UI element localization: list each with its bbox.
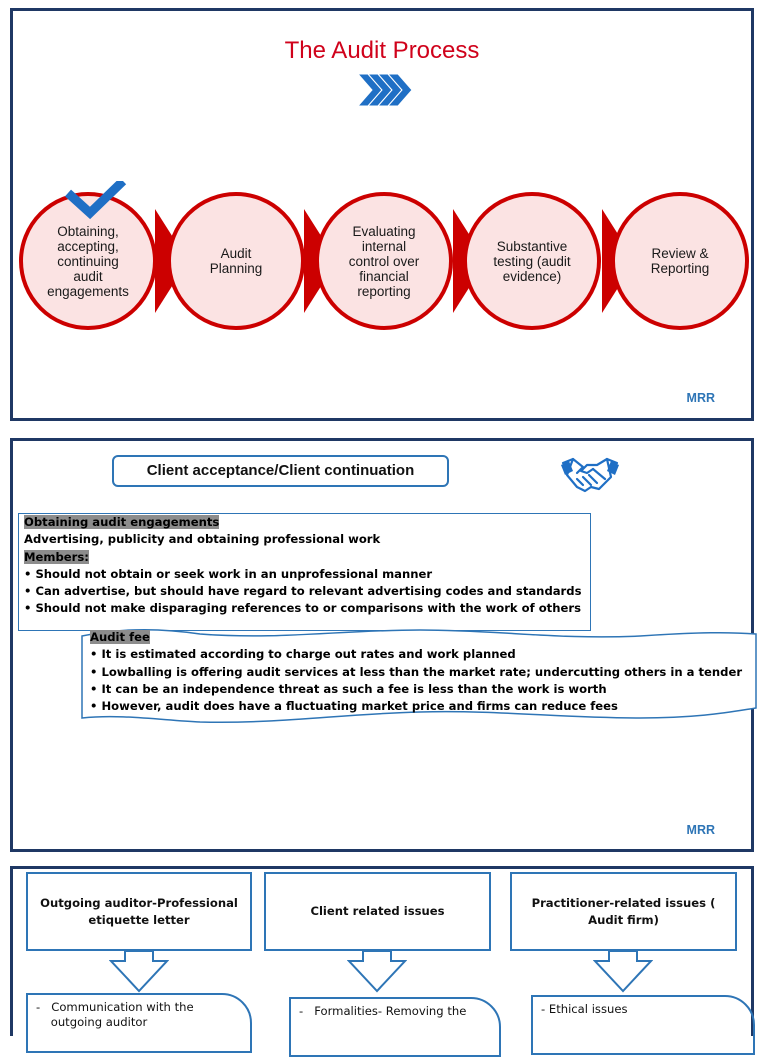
bullet-item: • Should not make disparaging references to or comparisons with the work of others xyxy=(24,601,581,616)
bullet-item: • Lowballing is offering audit services at less than the market rate; undercutting others in a tender xyxy=(90,664,743,679)
step-label: Evaluating internal control over financial reporting xyxy=(348,223,420,299)
step-label: Substantive testing (audit evidence) xyxy=(493,238,571,284)
section-heading: Audit fee xyxy=(90,630,150,644)
footer-initials: MRR xyxy=(686,391,715,405)
bullet-item: • It can be an independence threat as such a fee is less than the work is worth xyxy=(90,681,607,696)
chevron-arrows-icon xyxy=(356,72,412,108)
slide-audit-process xyxy=(10,8,754,421)
process-flow xyxy=(13,181,757,341)
slide-title: The Audit Process xyxy=(284,37,480,64)
slide-title: Client acceptance/Client continuation xyxy=(112,455,449,487)
step-label: Audit Planning xyxy=(209,246,263,276)
subheading: Advertising, publicity and obtaining professional work xyxy=(24,532,381,547)
step-label: Review & Reporting xyxy=(650,246,710,276)
handshake-icon xyxy=(561,457,619,493)
footer-initials: MRR xyxy=(686,823,715,837)
down-arrow-icon xyxy=(109,951,169,993)
bullet-item: • Can advertise, but should have regard to relevant advertising codes and standards xyxy=(24,584,582,599)
members-label: Members: xyxy=(24,549,89,564)
engagements-box xyxy=(18,513,591,631)
bullet-item: • It is estimated according to charge out rates and work planned xyxy=(90,647,516,662)
outgoing-auditor-box: Outgoing auditor-Professional etiquette letter xyxy=(26,872,252,951)
practitioner-issues-box: Practitioner-related issues ( Audit firm) xyxy=(510,872,737,951)
practitioner-issues-details: - Ethical issues xyxy=(531,995,755,1055)
bullet-item: • Should not obtain or seek work in an unprofessional manner xyxy=(24,566,433,581)
step-label: Obtaining, accepting, continuing audit engagements xyxy=(47,223,129,299)
bullet-item: • However, audit does have a fluctuating market price and firms can reduce fees xyxy=(90,699,618,714)
down-arrow-icon xyxy=(593,951,653,993)
slide-acceptance-issues xyxy=(10,866,754,1036)
outgoing-auditor-details: - Communication with the outgoing auditor xyxy=(26,993,252,1053)
client-issues-details: - Formalities- Removing the xyxy=(289,997,501,1057)
slide-client-acceptance xyxy=(10,438,754,852)
down-arrow-icon xyxy=(347,951,407,993)
audit-fee-section xyxy=(90,629,743,715)
client-issues-box: Client related issues xyxy=(264,872,491,951)
section-heading: Obtaining audit engagements xyxy=(24,515,220,529)
